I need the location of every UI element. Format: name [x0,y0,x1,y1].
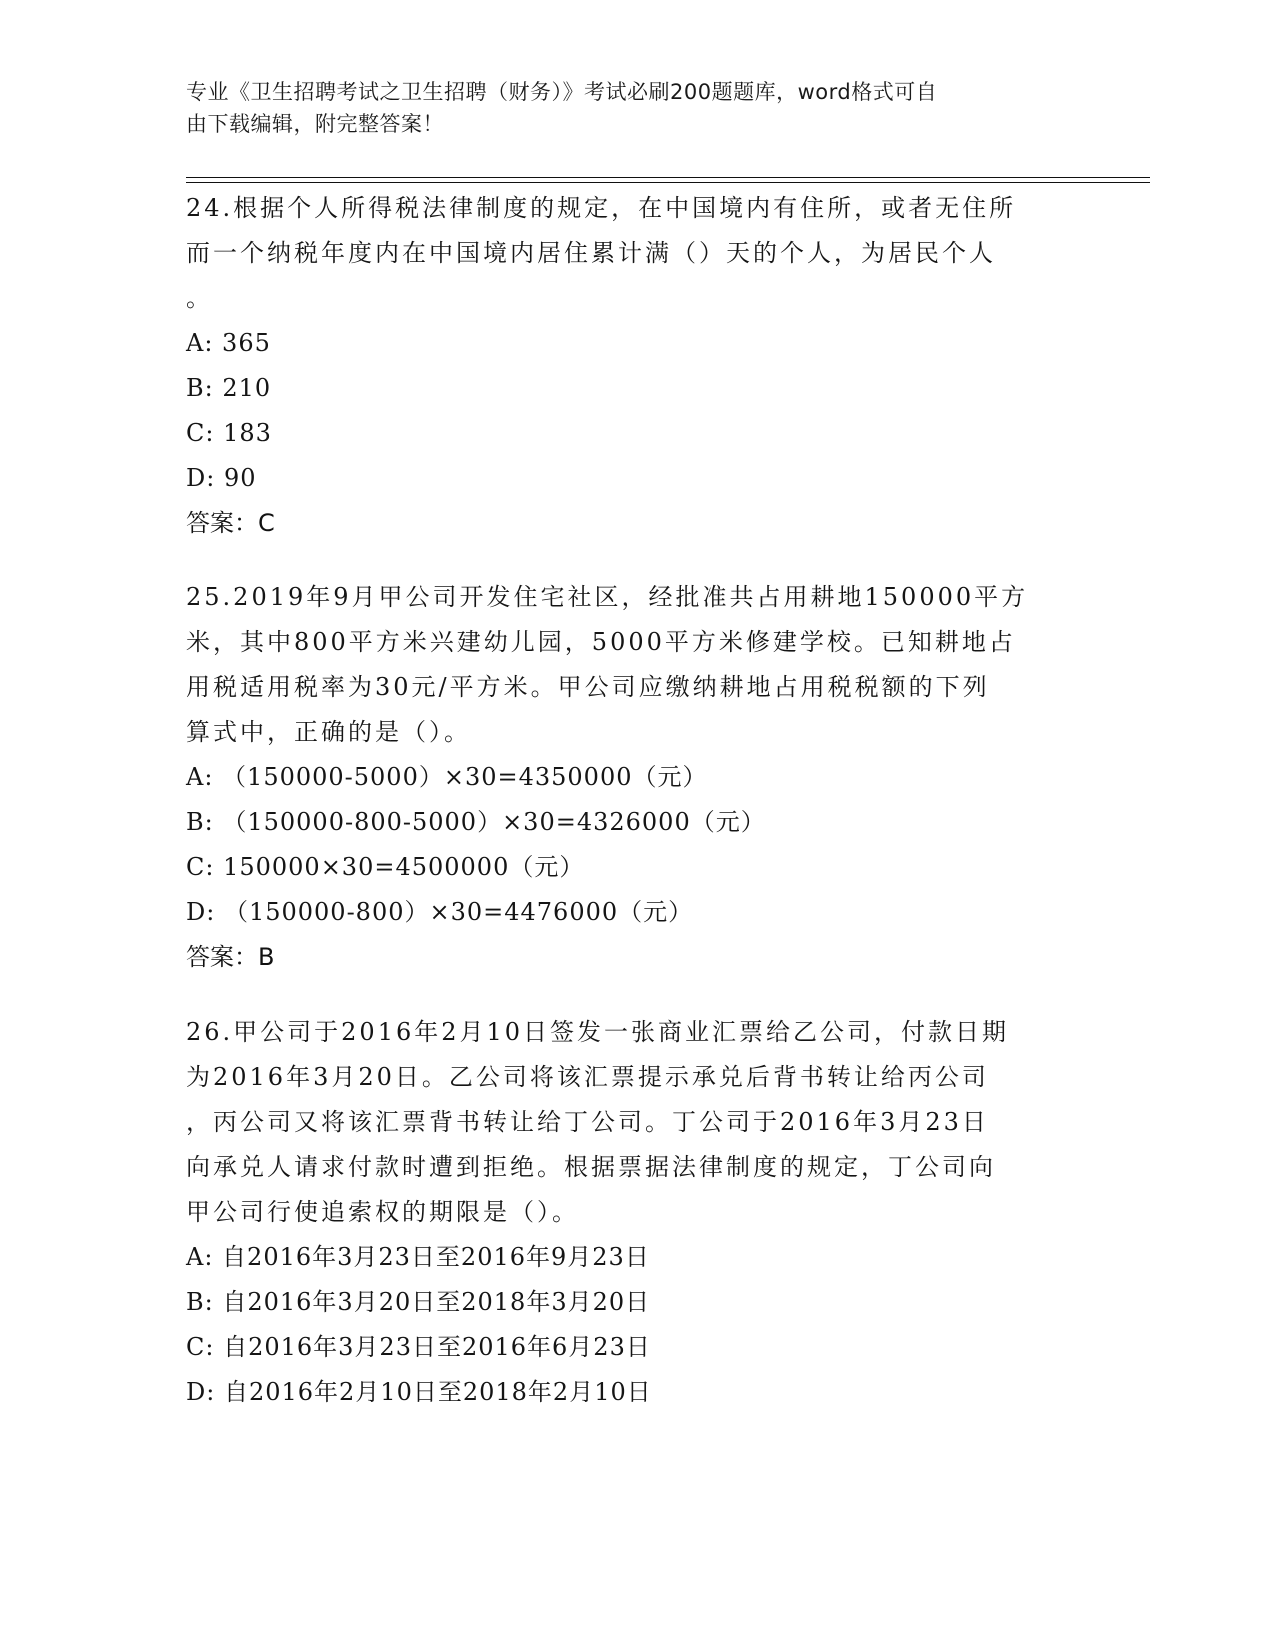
header-rule-bottom [186,182,1150,183]
question-stem-line: 米，其中800平方米兴建幼儿园，5000平方米修建学校。已知耕地占 [186,628,1016,656]
question-stem-line: 用税适用税率为30元/平方米。甲公司应缴纳耕地占用税税额的下列 [186,673,990,701]
question-stem-line: 为2016年3月20日。乙公司将该汇票提示承兑后背书转让给丙公司 [186,1063,989,1091]
option-b: B: （150000-800-5000）×30=4326000（元） [186,808,766,836]
question-24 [186,186,1076,546]
option-c: C: 150000×30=4500000（元） [186,853,585,881]
question-stem-line: 算式中，正确的是（）。 [186,718,471,746]
answer-label: 答案：B [186,943,275,971]
question-25 [186,575,1076,980]
answer-label: 答案：C [186,509,275,537]
question-stem-line: 甲公司行使追索权的期限是（）。 [186,1198,579,1226]
header-line-2: 由下载编辑，附完整答案！ [186,112,444,136]
question-stem-line: ，丙公司又将该汇票背书转让给丁公司。丁公司于2016年3月23日 [186,1108,989,1136]
question-stem-line: 。 [186,284,213,312]
option-c: C: 183 [186,419,272,447]
question-stem-line: 26.甲公司于2016年2月10日签发一张商业汇票给乙公司，付款日期 [186,1018,1010,1046]
header-rule-top [186,177,1150,178]
option-b: B: 210 [186,374,272,402]
option-d: D: （150000-800）×30=4476000（元） [186,898,694,926]
option-d: D: 自2016年2月10日至2018年2月10日 [186,1378,652,1406]
question-stem-line: 25.2019年9月甲公司开发住宅社区，经批准共占用耕地150000平方 [186,583,1029,611]
option-a: A: 365 [186,329,271,357]
question-stem-line: 向承兑人请求付款时遭到拒绝。根据票据法律制度的规定，丁公司向 [186,1153,996,1181]
option-d: D: 90 [186,464,257,492]
option-b: B: 自2016年3月20日至2018年3月20日 [186,1288,651,1316]
header-line-1: 专业《卫生招聘考试之卫生招聘（财务）》考试必刷200题题库，word格式可自 [186,80,938,104]
option-a: A: 自2016年3月23日至2016年9月23日 [186,1243,650,1271]
question-stem-line: 24.根据个人所得税法律制度的规定，在中国境内有住所，或者无住所 [186,194,1017,222]
option-c: C: 自2016年3月23日至2016年6月23日 [186,1333,651,1361]
document-header [186,76,1066,140]
question-stem-line: 而一个纳税年度内在中国境内居住累计满（）天的个人，为居民个人 [186,239,996,267]
option-a: A: （150000-5000）×30=4350000（元） [186,763,708,791]
question-26 [186,1010,1076,1415]
